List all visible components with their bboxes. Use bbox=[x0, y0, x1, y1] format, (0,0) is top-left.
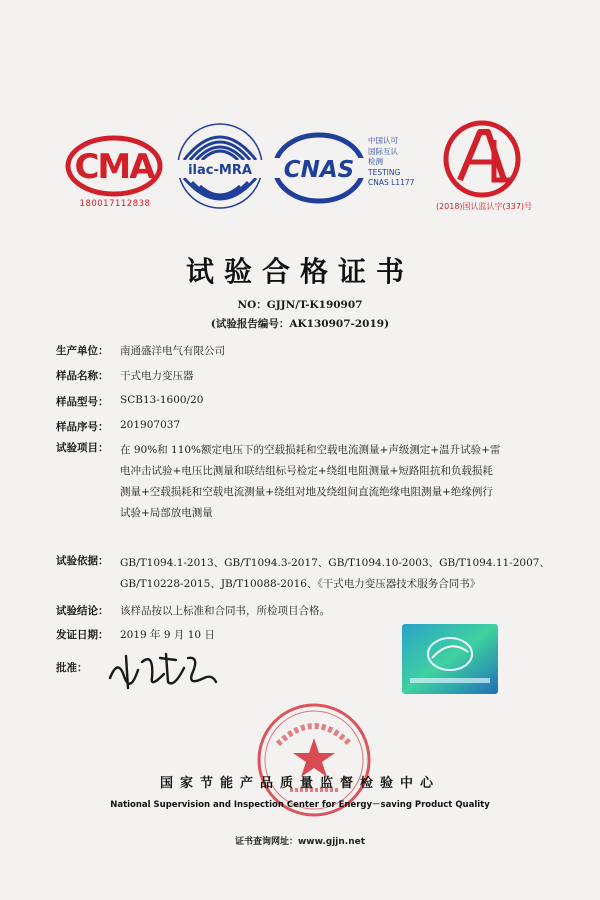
manufacturer-label: 生产单位： bbox=[56, 345, 109, 357]
test-items-label: 试验项目： bbox=[56, 442, 109, 454]
test-basis-line: GB/T10228-2015、JB/T10088-2016、《干式电力变压器技术服务合同书》 bbox=[120, 578, 481, 590]
test-basis-label: 试验依据： bbox=[56, 555, 109, 567]
query-website: 证书查询网址：www.gjjn.net bbox=[234, 837, 366, 847]
cnas-logo-icon bbox=[272, 132, 366, 204]
cnas-line: 国际互认 bbox=[368, 146, 398, 156]
manufacturer-value: 南通盛洋电气有限公司 bbox=[120, 345, 225, 357]
sample-name-label: 样品名称： bbox=[56, 370, 109, 382]
test-items-line: 测量+空载损耗和空载电流测量+绕组对地及绕组间直流绝缘电阻测量+绝缘例行 bbox=[120, 486, 493, 498]
cal-number: (2018)国认监认字(337)号 bbox=[435, 202, 533, 211]
cnas-side-text bbox=[368, 136, 414, 189]
cma-logo-text: CMA bbox=[74, 147, 154, 187]
test-items-line: 试验+局部放电测量 bbox=[120, 507, 213, 519]
cnas-line: 中国认可 bbox=[368, 136, 398, 145]
certificate-number: NO：GJJN/T-K190907 bbox=[237, 299, 363, 311]
hologram-label-icon bbox=[402, 624, 498, 694]
test-basis-text bbox=[120, 553, 570, 595]
cma-number: 180017112838 bbox=[79, 199, 151, 209]
sample-name-value: 干式电力变压器 bbox=[120, 370, 194, 382]
cma-logo-icon bbox=[64, 134, 164, 198]
ilac-logo-text: ilac-MRA bbox=[188, 163, 252, 178]
test-items-line: 电冲击试验+电压比测量和联结组标号检定+绕组电阻测量+短路阻抗和负载损耗 bbox=[120, 465, 493, 477]
cnas-logo-text: CNAS bbox=[283, 157, 355, 183]
signature-icon bbox=[104, 648, 220, 692]
report-number: (试验报告编号：AK130907-2019) bbox=[210, 318, 390, 330]
issue-date-value: 2019 年 9 月 10 日 bbox=[120, 629, 215, 641]
cnas-line: TESTING bbox=[368, 167, 401, 177]
approver-label: 批准： bbox=[56, 662, 88, 674]
cnas-line: CNAS L1177 bbox=[368, 178, 415, 187]
test-items-line: 在 90%和 110%额定电压下的空载损耗和空载电流测量+声级测定+温升试验+雷 bbox=[120, 444, 501, 456]
conclusion-label: 试验结论： bbox=[56, 605, 109, 617]
test-items-text bbox=[120, 440, 560, 524]
sample-no-value: 201907037 bbox=[120, 419, 181, 431]
certificate-title: 试验合格证书 bbox=[185, 255, 414, 288]
sample-no-label: 样品序号： bbox=[56, 421, 109, 433]
organization-name-cn: 国家节能产品质量监督检验中心 bbox=[159, 776, 440, 791]
ilac-mra-logo-icon bbox=[174, 120, 266, 212]
organization-name-en: National Supervision and Inspection Center for Energy－saving Product Quality bbox=[110, 800, 490, 810]
sample-model-value: SCB13-1600/20 bbox=[120, 394, 204, 406]
cal-logo-icon bbox=[440, 118, 524, 200]
sample-model-label: 样品型号： bbox=[56, 396, 109, 408]
cnas-line: 检测 bbox=[368, 157, 383, 166]
test-basis-line: GB/T1094.1-2013、GB/T1094.3-2017、GB/T1094.10-2003、GB/T1094.11-2007、 bbox=[120, 557, 550, 569]
issue-date-label: 发证日期： bbox=[56, 629, 109, 641]
conclusion-value: 该样品按以上标准和合同书，所检项目合格。 bbox=[120, 605, 330, 617]
